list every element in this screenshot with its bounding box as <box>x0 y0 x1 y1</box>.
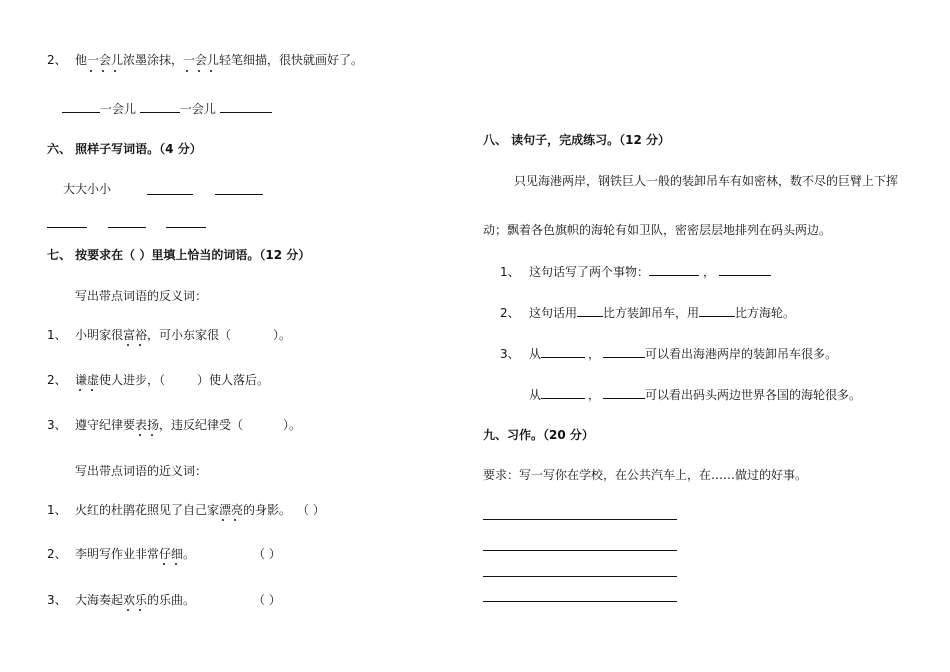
synonym-item <box>47 546 195 562</box>
answer-line[interactable] <box>147 194 193 195</box>
exercise-item <box>529 386 861 403</box>
emphasis-dot <box>139 609 141 611</box>
question-text: 这句话写了两个事物： <box>529 265 650 279</box>
section-7-title: 七、 按要求在（ ）里填上恰当的词语。（12 分） <box>47 248 311 262</box>
blank[interactable] <box>603 345 645 358</box>
question-text: 从 <box>529 388 542 402</box>
question-text: 可以看出海港两岸的装卸吊车很多。 <box>645 347 838 361</box>
question-number: 2、 <box>47 53 67 67</box>
writing-line[interactable] <box>483 576 677 577</box>
blank[interactable] <box>62 100 100 113</box>
blank[interactable] <box>220 100 272 113</box>
antonym-heading: 写出带点词语的反义词： <box>75 289 208 303</box>
question-text: 小明家很富裕，可小东家很（ <box>75 328 232 342</box>
antonym-item <box>47 372 269 388</box>
answer-line[interactable] <box>166 227 206 228</box>
question-number: 2、 <box>500 306 520 320</box>
question-text: 谦虚使人进步，（ <box>75 373 166 387</box>
passage-line: 动；飘着各色旗帜的海轮有如卫队，密密层层地排列在码头两边。 <box>483 223 832 237</box>
fill-word: 一会儿 <box>179 102 216 116</box>
question-number: 3、 <box>47 593 67 607</box>
section-9-title: 九、习作。（20 分） <box>483 428 594 442</box>
question-text: 他一会儿浓墨涂抹，一会儿轻笔细描，很快就画好了。 <box>75 53 364 67</box>
question-number: 3、 <box>500 347 520 361</box>
emphasis-dot <box>91 389 93 391</box>
answer-line[interactable] <box>215 194 263 195</box>
blank[interactable] <box>719 263 771 276</box>
blank[interactable] <box>577 304 603 317</box>
question-number: 1、 <box>47 328 67 342</box>
question-text: 比方海轮。 <box>735 306 796 320</box>
antonym-item <box>47 327 291 343</box>
emphasis-dot <box>139 434 141 436</box>
question-number: 1、 <box>47 503 67 517</box>
example-word: 大大小小 <box>63 182 112 196</box>
blank[interactable] <box>699 304 735 317</box>
blank[interactable] <box>603 386 645 399</box>
exercise-item <box>500 304 795 321</box>
answer-line[interactable] <box>47 227 87 228</box>
emphasis-dot <box>163 563 165 565</box>
emphasis-dot <box>186 70 188 72</box>
writing-requirement: 要求：写一写你在学校，在公共汽车上，在……做过的好事。 <box>483 468 808 482</box>
emphasis-dot <box>151 434 153 436</box>
synonym-heading: 写出带点词语的近义词： <box>75 464 208 478</box>
emphasis-dot <box>139 344 141 346</box>
blank[interactable] <box>541 386 585 399</box>
emphasis-dot <box>210 70 212 72</box>
emphasis-dot <box>90 70 92 72</box>
emphasis-dot <box>127 609 129 611</box>
paren-close: ）。 <box>273 328 292 342</box>
question-text: 遵守纪律要表扬，违反纪律受（ <box>75 418 244 432</box>
question-text: 大海奏起欢乐的乐曲。 <box>75 593 196 607</box>
emphasis-dot <box>79 389 81 391</box>
question-text: 火红的杜鹃花照见了自己家漂亮的身影。 <box>75 503 292 517</box>
synonym-item <box>47 592 195 608</box>
separator: ， <box>588 347 601 361</box>
emphasis-dot <box>234 519 236 521</box>
question-text: 李明写作业非常仔细。 <box>75 547 196 561</box>
blank[interactable] <box>140 100 180 113</box>
writing-line[interactable] <box>483 550 677 551</box>
question-text: 从 <box>529 347 542 361</box>
answer-parens[interactable]: （ ） <box>253 593 281 607</box>
exercise-item <box>500 345 837 362</box>
passage-line: 只见海港两岸，钢铁巨人一般的装卸吊车有如密林，数不尽的巨臂上下挥 <box>514 174 899 188</box>
answer-line[interactable] <box>108 227 146 228</box>
question-text: 可以看出码头两边世界各国的海轮很多。 <box>645 388 862 402</box>
answer-parens[interactable]: （ ） <box>253 547 281 561</box>
emphasis-dot <box>198 70 200 72</box>
blank[interactable] <box>649 263 699 276</box>
question-number: 1、 <box>500 265 520 279</box>
synonym-item <box>47 502 291 518</box>
blank[interactable] <box>541 345 585 358</box>
emphasis-dot <box>127 344 129 346</box>
emphasis-dot <box>175 563 177 565</box>
question-2 <box>47 52 363 68</box>
writing-line[interactable] <box>483 519 677 520</box>
separator: ， <box>703 265 716 279</box>
emphasis-dot <box>102 70 104 72</box>
question-text: 比方装卸吊车，用 <box>603 306 700 320</box>
writing-line[interactable] <box>483 601 677 602</box>
paren-close: ）。 <box>283 418 302 432</box>
question-number: 2、 <box>47 373 67 387</box>
question-number: 3、 <box>47 418 67 432</box>
answer-parens[interactable]: （ ） <box>297 503 325 517</box>
question-number: 2、 <box>47 547 67 561</box>
separator: ， <box>588 388 601 402</box>
section-6-title: 六、 照样子写词语。（4 分） <box>47 142 202 156</box>
section-8-title: 八、 读句子，完成练习。（12 分） <box>483 133 671 147</box>
fill-word: 一会儿 <box>100 102 137 116</box>
emphasis-dot <box>222 519 224 521</box>
question-text: 这句话用 <box>529 306 578 320</box>
paren-close: ）使人落后。 <box>197 373 270 387</box>
fill-line-row <box>62 100 272 117</box>
exercise-item <box>500 263 771 280</box>
emphasis-dot <box>114 70 116 72</box>
antonym-item <box>47 417 301 433</box>
